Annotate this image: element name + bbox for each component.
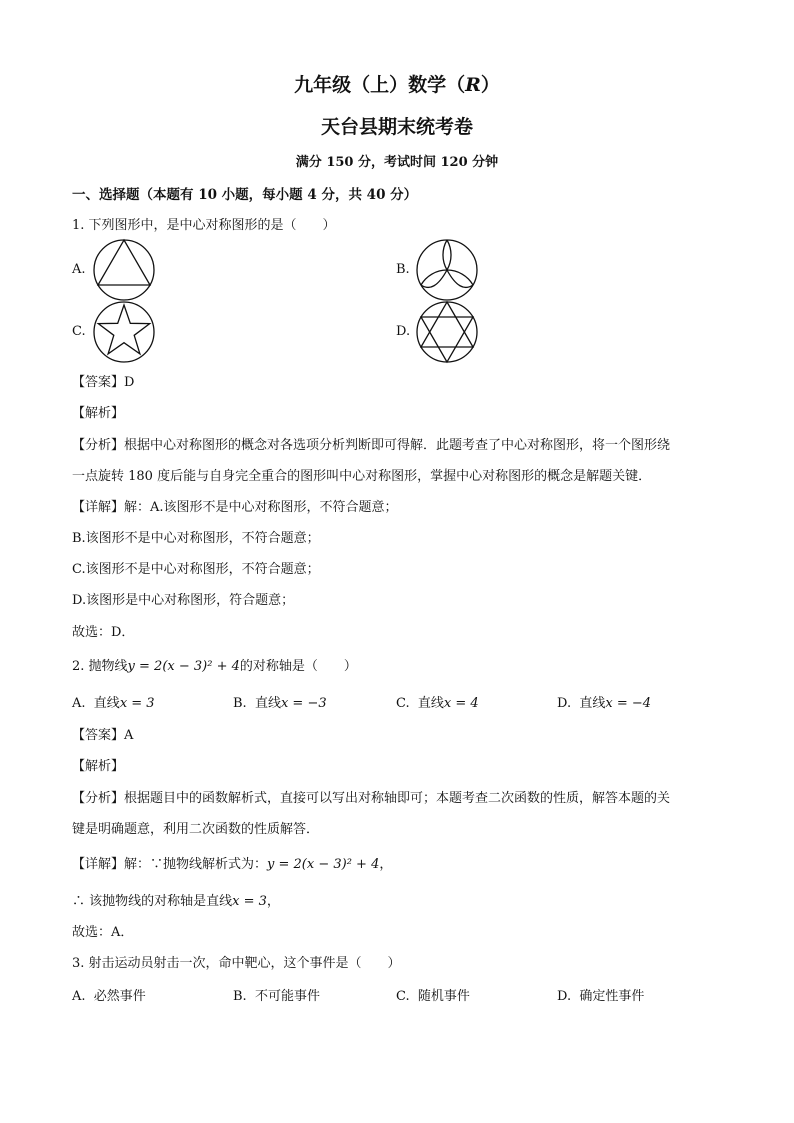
triangle-in-circle-icon	[92, 238, 156, 302]
page-subtitle: 天台县期末统考卷	[320, 116, 473, 138]
q2-option-b-label: B.	[233, 696, 247, 711]
title-end: ）	[480, 74, 500, 96]
q1-fenxi-line1	[72, 434, 670, 453]
q1-fenxi-text1: 根据中心对称图形的概念对各选项分析判断即可得解．此题考查了中心对称图形，将一个图形绕	[124, 438, 671, 453]
q2-choose: 故选：A．	[72, 925, 134, 940]
q2-option-a-label: A.	[72, 696, 86, 711]
section-heading: 一、选择题（本题有 10 小题，每小题 4 分，共 40 分）	[72, 187, 418, 203]
q1-answer-tag: 【答案】	[72, 375, 125, 390]
q3-option-c-label: C.	[396, 989, 410, 1004]
q1-answer	[72, 371, 134, 390]
hexagram-in-circle-icon	[415, 300, 479, 364]
q3-option-d-label: D.	[557, 989, 572, 1004]
q1-fenxi-tag: 【分析】	[72, 438, 125, 453]
q2-detail-line1	[72, 853, 392, 872]
q1-detail-line4: D.该图形是中心对称图形，符合题意；	[72, 593, 295, 608]
q3-stem: 3. 射击运动员射击一次，命中靶心，这个事件是（ ）	[72, 956, 401, 971]
q2-option-b-expr: x = −3	[280, 696, 327, 711]
q1-detail-text1: 解：A.该图形不是中心对称图形，不符合题意；	[124, 500, 398, 515]
q2-fenxi-text1: 根据题目中的函数解析式，直接可以写出对称轴即可；本题考查二次函数的性质，解答本题的关	[124, 791, 671, 806]
q1-detail-line1	[72, 496, 398, 515]
q2-option-a-expr: x = 3	[119, 696, 155, 711]
q2-detail2-formula: x = 3	[232, 894, 267, 909]
q2-stem-formula: y = 2(x − 3)² + 4	[127, 659, 240, 674]
q2-detail-post: ，	[379, 857, 393, 872]
star-in-circle-icon	[92, 300, 156, 364]
three-arcs-in-circle-icon	[415, 238, 479, 302]
q1-option-d-label: D.	[396, 324, 411, 339]
q2-option-a	[72, 692, 155, 711]
q3-option-b-text: 不可能事件	[254, 989, 320, 1004]
q2-detail-line2	[72, 890, 280, 909]
q1-xiangjie-tag: 【详解】	[72, 500, 125, 515]
q1-stem: 1. 下列图形中，是中心对称图形的是（ ）	[72, 218, 336, 233]
q3-option-d-text: 确定性事件	[579, 989, 645, 1004]
q2-fenxi-tag: 【分析】	[72, 791, 125, 806]
q2-fenxi-line1	[72, 787, 670, 806]
page-title	[0, 70, 794, 97]
q1-fenxi-line2: 一点旋转 180 度后能与自身完全重合的图形叫中心对称图形，掌握中心对称图形的概念是解题关键．	[72, 469, 652, 484]
q2-stem-pre: 2. 抛物线	[72, 659, 128, 674]
q3-option-b	[233, 985, 320, 1004]
q2-option-d-expr: x = −4	[605, 696, 652, 711]
q3-option-a	[72, 985, 146, 1004]
q2-stem-post: 的对称轴是（ ）	[239, 659, 357, 674]
q3-option-c	[396, 985, 470, 1004]
q3-option-b-label: B.	[233, 989, 247, 1004]
q2-answer-value: A	[124, 728, 134, 743]
q2-option-c-label: C.	[396, 696, 410, 711]
q1-option-c-label: C.	[72, 324, 86, 339]
q1-option-a-label: A.	[72, 262, 86, 277]
q1-analysis-tag: 【解析】	[72, 406, 125, 421]
q2-option-b	[233, 692, 327, 711]
q2-detail-formula: y = 2(x − 3)² + 4	[267, 857, 380, 872]
q3-option-a-label: A.	[72, 989, 86, 1004]
q2-detail2-pre: ∴ 该抛物线的对称轴是直线	[72, 894, 233, 909]
q2-option-d-label: D.	[557, 696, 572, 711]
q1-choose: 故选：D．	[72, 625, 135, 640]
q2-analysis-tag: 【解析】	[72, 759, 125, 774]
q2-option-c-text: 直线	[417, 696, 444, 711]
q1-detail-line2: B.该图形不是中心对称图形，不符合题意；	[72, 531, 320, 546]
q2-stem	[72, 655, 357, 674]
q3-option-c-text: 随机事件	[417, 989, 470, 1004]
q2-answer	[72, 724, 133, 743]
q3-option-a-text: 必然事件	[93, 989, 146, 1004]
q1-detail-line3: C.该图形不是中心对称图形，不符合题意；	[72, 562, 320, 577]
title-r: R	[465, 74, 481, 96]
q1-answer-value: D	[124, 375, 135, 390]
q2-xiangjie-tag: 【详解】	[72, 857, 125, 872]
title-text: 九年级（上）数学（	[294, 74, 466, 96]
q2-option-d-text: 直线	[579, 696, 606, 711]
q1-option-b-label: B.	[396, 262, 410, 277]
q2-option-d	[557, 692, 651, 711]
q2-option-b-text: 直线	[254, 696, 281, 711]
exam-info: 满分 150 分，考试时间 120 分钟	[295, 155, 499, 170]
q2-fenxi-line2: 键是明确题意，利用二次函数的性质解答．	[72, 822, 320, 837]
q2-detail2-post: ，	[266, 894, 280, 909]
q2-option-c	[396, 692, 479, 711]
q2-answer-tag: 【答案】	[72, 728, 125, 743]
q2-option-c-expr: x = 4	[443, 696, 479, 711]
q2-option-a-text: 直线	[93, 696, 120, 711]
q2-detail-pre: 解：∵抛物线解析式为：	[124, 857, 268, 872]
q3-option-d	[557, 985, 644, 1004]
